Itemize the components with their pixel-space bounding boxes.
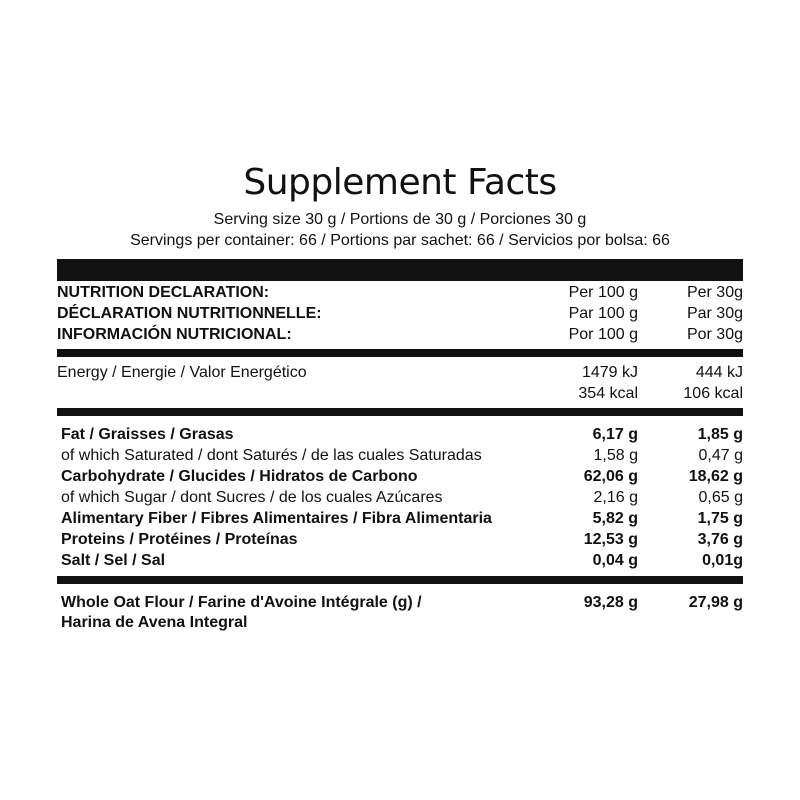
nutrient-label: of which Sugar / dont Sucres / de los cuales Azúcares	[61, 489, 443, 506]
declaration-per100: Por 100 g	[568, 326, 638, 343]
energy-kcal-per100: 354 kcal	[578, 385, 638, 402]
nutrient-per30: 3,76 g	[697, 531, 743, 548]
energy-row	[57, 364, 743, 385]
declaration-row	[57, 305, 743, 326]
ingredient-per30: 27,98 g	[688, 594, 743, 611]
nutrient-label: Alimentary Fiber / Fibres Alimentaires / Fibra Alimentaria	[61, 510, 492, 527]
nutrient-row	[57, 510, 743, 531]
declaration-label: INFORMACIÓN NUTRICIONAL:	[57, 326, 292, 343]
declaration-per30: Par 30g	[686, 305, 743, 322]
nutrient-per100: 2,16 g	[593, 489, 638, 506]
nutrient-label: Fat / Graisses / Grasas	[61, 426, 234, 443]
nutrient-per100: 0,04 g	[592, 552, 638, 569]
declaration-per30: Per 30g	[686, 284, 743, 301]
nutrient-per30: 1,75 g	[697, 510, 743, 527]
nutrient-label: of which Saturated / dont Saturés / de las cuales Saturadas	[61, 447, 482, 464]
nutrient-label: Salt / Sel / Sal	[61, 552, 166, 569]
declaration-per30: Por 30g	[686, 326, 743, 343]
energy-kj-per30: 444 kJ	[695, 364, 743, 381]
ingredient-label-line1: Whole Oat Flour / Farine d'Avoine Intégrale (g) /	[61, 594, 422, 611]
divider	[57, 349, 743, 357]
ingredient-label-line2: Harina de Avena Integral	[61, 614, 248, 631]
nutrient-per100: 1,58 g	[593, 447, 638, 464]
nutrient-per100: 5,82 g	[592, 510, 638, 527]
divider	[57, 576, 743, 584]
energy-kj-per100: 1479 kJ	[581, 364, 638, 381]
energy-kcal-per30: 106 kcal	[683, 385, 743, 402]
nutrient-per30: 1,85 g	[697, 426, 743, 443]
declaration-per100: Par 100 g	[568, 305, 638, 322]
serving-size: Serving size 30 g / Portions de 30 g / Porciones 30 g	[213, 211, 587, 228]
declaration-row	[57, 326, 743, 347]
nutrient-row	[57, 531, 743, 552]
nutrient-row	[57, 447, 743, 468]
declaration-label: DÉCLARATION NUTRITIONNELLE:	[57, 305, 322, 322]
divider	[57, 408, 743, 416]
nutrient-per100: 62,06 g	[583, 468, 638, 485]
ingredient-row-2	[57, 614, 743, 635]
nutrient-per30: 0,01g	[702, 552, 743, 569]
top-bar	[57, 259, 743, 281]
nutrient-row	[57, 468, 743, 489]
nutrient-per30: 18,62 g	[688, 468, 743, 485]
nutrient-label: Proteins / Protéines / Proteínas	[61, 531, 298, 548]
ingredient-per100: 93,28 g	[583, 594, 638, 611]
nutrient-per100: 12,53 g	[583, 531, 638, 548]
ingredient-row	[57, 594, 743, 615]
declaration-row	[57, 284, 743, 305]
nutrient-row	[57, 426, 743, 447]
energy-kcal-row	[57, 385, 743, 406]
nutrient-row	[57, 552, 743, 573]
servings-per-container: Servings per container: 66 / Portions par sachet: 66 / Servicios por bolsa: 66	[130, 232, 670, 249]
nutrient-label: Carbohydrate / Glucides / Hidratos de Carbono	[61, 468, 418, 485]
declaration-per100: Per 100 g	[568, 284, 638, 301]
nutrient-per30: 0,65 g	[698, 489, 743, 506]
nutrient-row	[57, 489, 743, 510]
nutrient-per30: 0,47 g	[698, 447, 743, 464]
energy-label: Energy / Energie / Valor Energético	[57, 364, 307, 381]
declaration-label: NUTRITION DECLARATION:	[57, 284, 270, 301]
page-title: Supplement Facts	[243, 162, 557, 203]
nutrient-per100: 6,17 g	[592, 426, 638, 443]
